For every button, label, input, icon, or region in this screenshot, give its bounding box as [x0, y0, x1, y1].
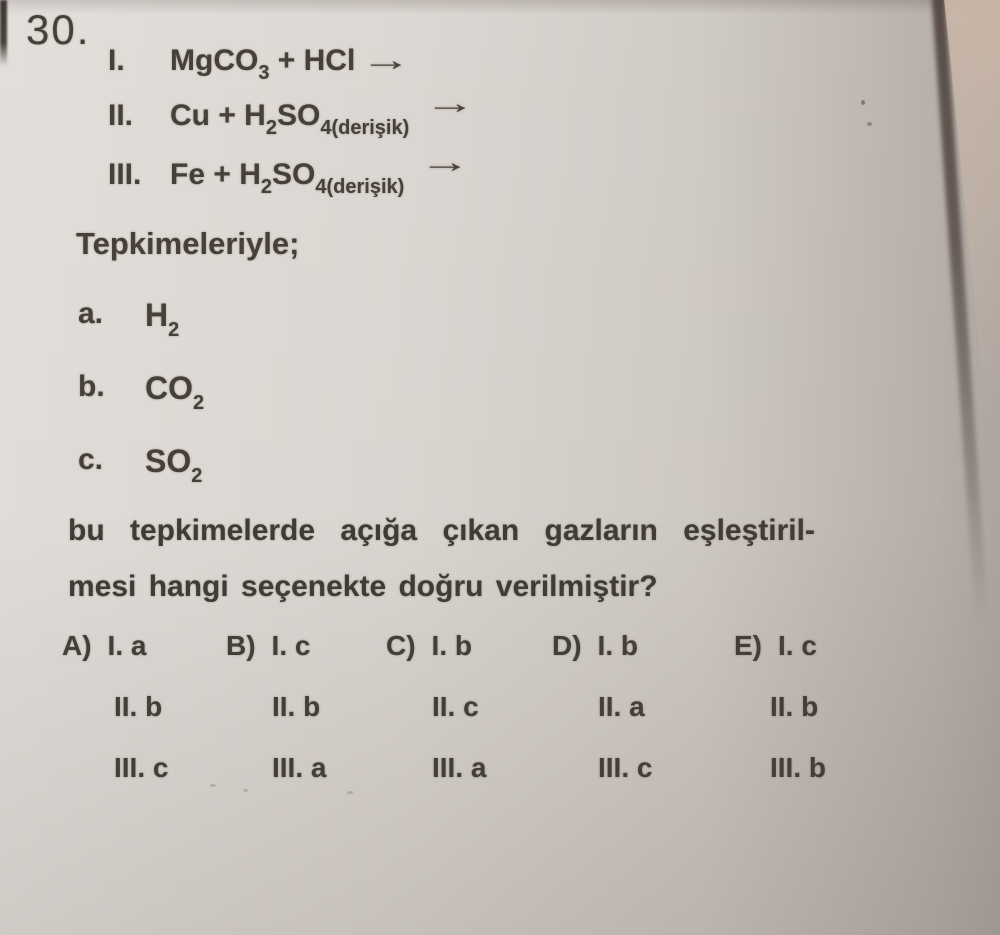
- reaction-formula: $Cu + H_2SO_{4(derişik)}$: [170, 99, 410, 139]
- reaction-arrow-icon: →: [360, 44, 412, 77]
- option-pair: II. c: [432, 691, 479, 722]
- paper-speck: [861, 100, 865, 105]
- subscript: 2: [265, 117, 277, 139]
- option-pair: I. a: [107, 630, 147, 661]
- option-pair: II. b: [272, 691, 321, 722]
- reaction-item-3: [108, 146, 471, 198]
- subscript: 3: [258, 62, 270, 84]
- option-letter: B): [226, 630, 256, 661]
- option-A: [62, 632, 168, 782]
- option-letter: A): [62, 630, 92, 661]
- reaction-item-2: [108, 87, 476, 139]
- option-pair: I. c: [778, 630, 817, 661]
- option-C: [386, 632, 486, 782]
- reaction-formula: MgCO$_3$ + HCl: [170, 44, 356, 84]
- option-E: [734, 632, 826, 782]
- option-letter: D): [552, 630, 582, 661]
- gas-item-a: [78, 297, 180, 341]
- option-pair: II. a: [598, 691, 645, 722]
- option-letter: E): [734, 630, 762, 661]
- question-number: 30.: [26, 6, 91, 53]
- paper-speck: [347, 791, 353, 794]
- subscript: 4(derişik): [315, 176, 405, 198]
- option-pair: I. c: [271, 630, 311, 661]
- option-letter: C): [386, 630, 416, 661]
- option-pair: III. c: [598, 752, 653, 783]
- option-pair: I. b: [431, 630, 472, 661]
- gas-formula: $SO_2$: [145, 443, 203, 487]
- gas-item-b: [78, 370, 205, 414]
- option-pair: I. b: [597, 630, 638, 661]
- option-D: [552, 632, 652, 782]
- subscript: 4(derişik): [320, 117, 410, 139]
- option-pair: II. b: [114, 691, 163, 722]
- reaction-numeral: III.: [108, 158, 142, 191]
- gas-formula: $H_2$: [145, 297, 180, 341]
- option-pair: III. a: [432, 752, 487, 783]
- paper-speck: [867, 122, 872, 126]
- option-pair: II. b: [770, 691, 819, 722]
- gas-label: b.: [78, 370, 105, 403]
- reaction-item-1: [108, 44, 412, 84]
- option-pair: III. a: [272, 752, 327, 783]
- option-pair: III. c: [114, 752, 169, 783]
- paper-speck: [210, 784, 216, 787]
- subscript: 2: [260, 176, 272, 198]
- subscript: 2: [191, 465, 203, 487]
- reaction-formula: $Fe + H_2SO_{4(derişik)}$: [170, 158, 405, 198]
- reaction-arrow-icon: →: [424, 87, 476, 120]
- reaction-numeral: II.: [108, 99, 134, 132]
- option-B: [226, 632, 326, 782]
- question-prompt-line-1: bu tepkimelerde açığa çıkan gazların eşleştiril-: [68, 514, 815, 547]
- reaction-numeral: I.: [108, 44, 125, 77]
- reaction-arrow-icon: →: [419, 146, 471, 179]
- gas-item-c: [78, 443, 203, 487]
- option-pair: III. b: [770, 752, 826, 783]
- question-prompt-line-2: mesi hangi seçenekte doğru verilmiştir?: [68, 570, 658, 603]
- subscript: 2: [193, 392, 205, 414]
- paper-speck: [243, 789, 248, 792]
- page-left-edge-shadow: [0, 0, 7, 66]
- gas-label: c.: [78, 443, 104, 476]
- gas-label: a.: [78, 297, 104, 330]
- gas-formula: $CO_2$: [145, 370, 205, 414]
- subscript: 2: [168, 319, 180, 341]
- section-heading: Tepkimeleriyle;: [76, 226, 300, 261]
